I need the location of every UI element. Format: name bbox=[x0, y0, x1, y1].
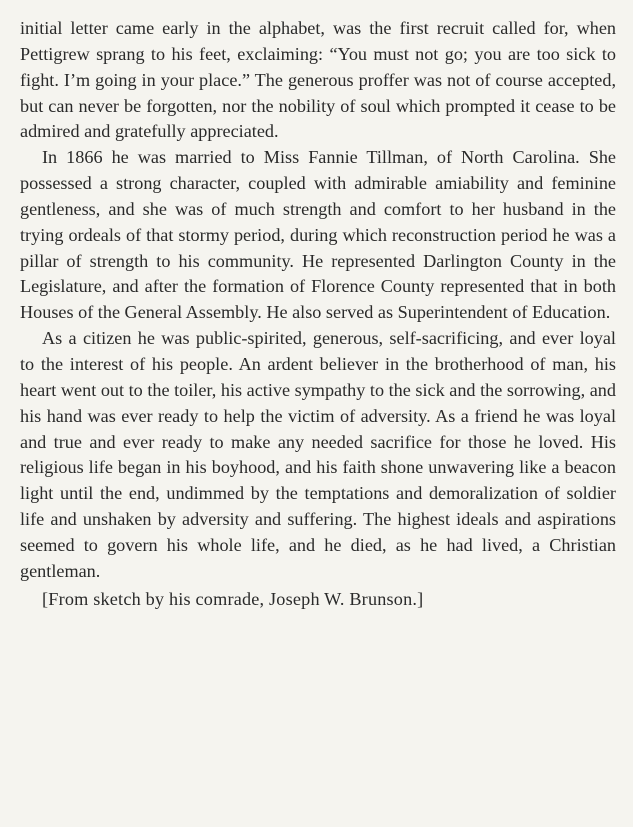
document-page bbox=[20, 16, 616, 612]
paragraph-citizen: As a citizen he was public-spirited, generous, self-sacrificing, and ever loyal to the interest of his people. An ardent believer in the brotherhood of man, his heart went out to the toiler, his active sympathy to the sick and the sorrowing, and his hand was ever ready to help the victim of adversity. As a friend he was loyal and true and ever ready to make any needed sacrifice for those he loved. His religious life began in his boyhood, and his faith shone unwavering like a beacon light until the end, undimmed by the temptations and demoralization of soldier life and unshaken by adversity and suffering. The highest ideals and aspirations seemed to govern his whole life, and he died, as he had lived, a Christian gentleman. bbox=[20, 328, 616, 581]
paragraph-marriage: In 1866 he was married to Miss Fannie Tillman, of North Carolina. She possessed a strong character, coupled with admirable amiability and feminine gentleness, and she was of much strength and comfort to her husband in the trying ordeals of that stormy period, during which reconstruction period he was a pillar of strength to his community. He represented Darlington County in the Legislature, and after the formation of Florence County represented that in both Houses of the General Assembly. He also served as Superintendent of Education. bbox=[20, 147, 616, 323]
paragraph-continuation: initial letter came early in the alphabet, was the first recruit called for, when Pettigrew sprang to his feet, exclaiming: “You must not go; you are too sick to fight. I’m going in your place.” The generous proffer was not of course accepted, but can never be forgotten, nor the nobility of soul which prompted it cease to be admired and gratefully appreciated. bbox=[20, 18, 616, 142]
source-note: [From sketch by his comrade, Joseph W. Brunson.] bbox=[42, 588, 424, 609]
